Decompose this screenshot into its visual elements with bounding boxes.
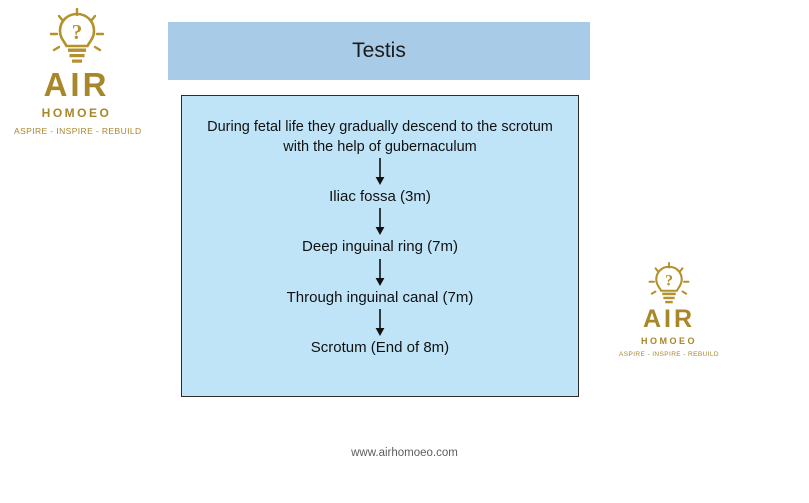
brand-subword: HOMOEO <box>41 106 112 120</box>
svg-text:?: ? <box>71 20 82 44</box>
brand-word: AIR <box>43 66 110 103</box>
flow-step: During fetal life they gradually descend to the scrotum with the help of gubernaculum <box>207 119 553 155</box>
lightbulb-question-icon <box>645 262 693 306</box>
brand-tagline: ASPIRE - INSPIRE - REBUILD <box>619 351 719 358</box>
page-title: Testis <box>352 39 406 62</box>
arrow-down-icon <box>182 258 578 288</box>
arrow-down-icon <box>182 207 578 237</box>
arrow-down-icon <box>182 308 578 338</box>
footer-website-url: www.airhomoeo.com <box>351 447 458 459</box>
slide-title-banner <box>168 22 590 80</box>
descent-flow-diagram <box>181 95 579 397</box>
brand-tagline: ASPIRE - INSPIRE - REBUILD <box>14 126 142 136</box>
brand-logo-secondary <box>605 262 733 358</box>
flow-step: Iliac fossa (3m) <box>329 188 431 206</box>
flow-step: Scrotum (End of 8m) <box>310 338 450 356</box>
flow-step: Through inguinal canal (7m) <box>286 288 474 306</box>
arrow-down-icon <box>182 157 578 187</box>
flow-step: Deep inguinal ring (7m) <box>302 238 458 256</box>
brand-subword: HOMOEO <box>640 336 697 346</box>
brand-logo-primary <box>14 8 142 136</box>
svg-text:?: ? <box>665 272 673 290</box>
lightbulb-question-icon <box>45 8 109 66</box>
brand-word: AIR <box>642 305 696 333</box>
